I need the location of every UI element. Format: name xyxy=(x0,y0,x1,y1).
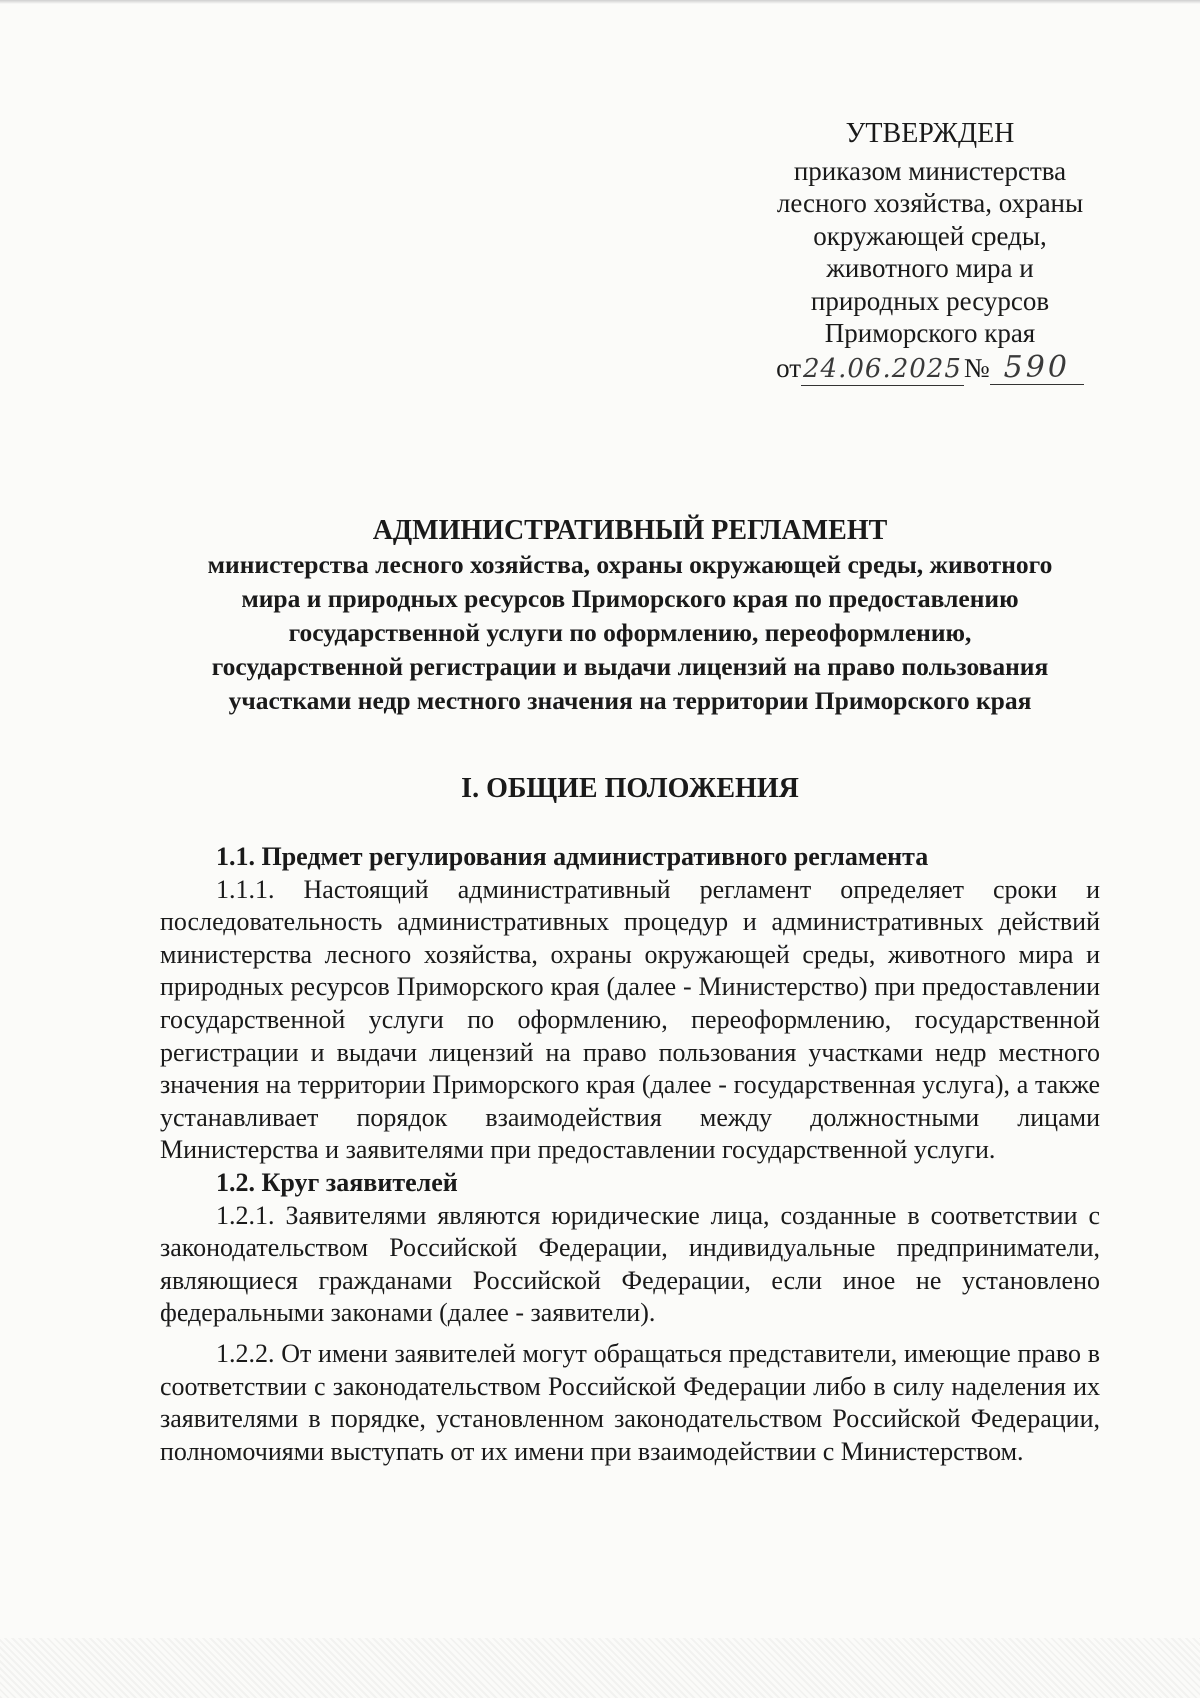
approval-line: приказом министерства xyxy=(793,155,1067,186)
approval-block xyxy=(760,118,1100,386)
title-line: мира и природных ресурсов Приморского края по предоставлению xyxy=(241,584,1019,613)
title-line: государственной услуги по оформлению, переоформлению, xyxy=(288,618,972,647)
handwritten-date: 24.06.2025 xyxy=(801,353,964,387)
title-main: АДМИНИСТРАТИВНЫЙ РЕГЛАМЕНТ xyxy=(372,515,888,546)
section-heading: I. ОБЩИЕ ПОЛОЖЕНИЯ xyxy=(461,773,799,804)
approval-line: окружающей среды, xyxy=(813,220,1047,251)
date-prefix: от xyxy=(776,352,802,383)
approval-line: природных ресурсов xyxy=(810,285,1050,316)
handwritten-number: 590 xyxy=(990,352,1084,386)
title-line: участками недр местного значения на территории Приморского края xyxy=(228,686,1032,715)
scan-noise xyxy=(0,1638,1200,1698)
document-body xyxy=(160,841,1100,1468)
approval-heading: УТВЕРЖДЕН xyxy=(845,118,1015,149)
paragraph: 1.2.2. От имени заявителей могут обращаться представители, имеющие право в соответствии с законодательством Российской Федерации либо в силу наделения их заявителями в порядке, установленном законодательством Российской Федерации, полномочиями выступать от их имени при взаимодействии с Министерством. xyxy=(160,1338,1100,1466)
paragraph: 1.2.1. Заявителями являются юридические лица, созданные в соответствии с законодательством Российской Федерации, индивидуальные предприниматели, являющиеся гражданами Российской Федерации, если иное не установлено федеральными законами (далее - заявители). xyxy=(160,1200,1100,1328)
scan-edge-top xyxy=(0,0,1200,4)
approval-line: Приморского края xyxy=(824,318,1036,348)
number-sign: № xyxy=(963,352,990,383)
paragraph: 1.1.1. Настоящий административный регламент определяет сроки и последовательность административных процедур и административных действий министерства лесного хозяйства, охраны окружающей среды, животного мира и природных ресурсов Приморского края (далее - Министерство) при предоставлении государственной услуги по оформлению, переоформлению, государственной регистрации и выдачи лицензий на право пользования участками недр местного значения на территории Приморского края (далее - государственная услуга), а также устанавливает порядок взаимодействия между должностными лицами Министерства и заявителями при предоставлении государственной услуги. xyxy=(160,874,1100,1165)
document-title xyxy=(150,514,1110,718)
subsection-heading: 1.1. Предмет регулирования административного регламента xyxy=(216,842,929,871)
order-date-number xyxy=(760,349,1100,387)
approval-line: животного мира и xyxy=(826,253,1034,283)
title-line: министерства лесного хозяйства, охраны окружающей среды, животного xyxy=(207,550,1053,579)
subsection-heading: 1.2. Круг заявителей xyxy=(216,1167,458,1197)
title-line: государственной регистрации и выдачи лицензий на право пользования xyxy=(211,652,1049,681)
approval-line: лесного хозяйства, охраны xyxy=(776,188,1084,218)
